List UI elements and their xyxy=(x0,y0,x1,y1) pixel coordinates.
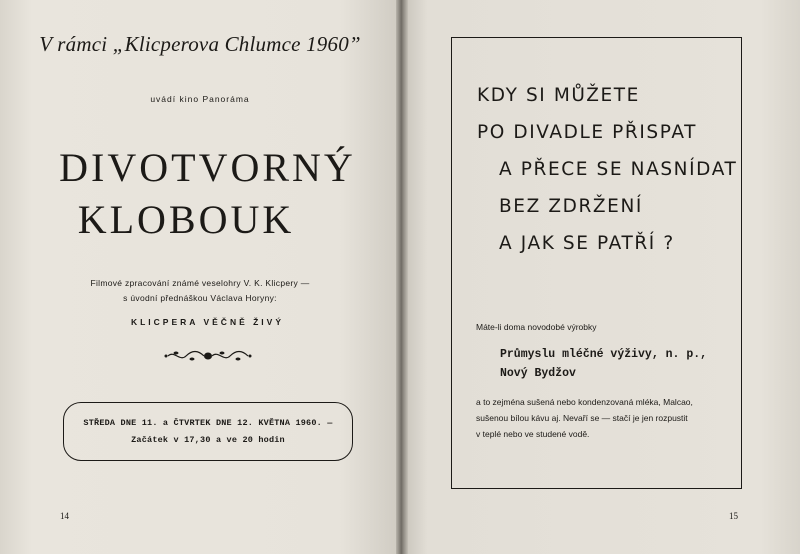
schedule-box xyxy=(63,402,353,461)
company-name: Průmyslu mléčné výživy, n. p., xyxy=(500,348,708,361)
floral-ornament-icon xyxy=(164,349,252,363)
film-title-line-1: DIVOTVORNÝ xyxy=(59,145,356,190)
ad-question-line: KDY SI MŮŽETE xyxy=(477,85,640,106)
description-line-1: Filmové zpracování známé veselohry V. K. Klicpery — xyxy=(90,278,310,288)
page-number-right: 15 xyxy=(729,511,738,521)
film-title-line-2: KLOBOUK xyxy=(77,197,295,242)
page-gutter xyxy=(396,0,408,554)
presenter-text: uvádí kino Panoráma xyxy=(150,94,250,104)
ad-question-line: A JAK SE PATŘÍ ? xyxy=(499,233,675,254)
ad-body-line: sušenou bílou kávu aj. Nevaří se — stačí je jen rozpustit xyxy=(476,413,688,423)
company-location: Nový Bydžov xyxy=(500,367,576,380)
description-line-2: s úvodní přednáškou Václava Horyny: xyxy=(123,293,277,303)
schedule-times: Začátek v 17,30 a ve 20 hodin xyxy=(131,435,285,445)
ad-question-line: A PŘECE SE NASNÍDAT xyxy=(499,159,738,180)
ad-intro-text: Máte-li doma novodobé výrobky xyxy=(476,322,597,332)
lecture-subtitle: KLICPERA VĚČNĚ ŽIVÝ xyxy=(130,317,285,327)
ad-body-line: v teplé nebo ve studené vodě. xyxy=(476,429,590,439)
schedule-dates: STŘEDA DNE 11. a ČTVRTEK DNE 12. KVĚTNA 1960. — xyxy=(83,418,333,428)
page-number-left: 14 xyxy=(60,511,69,521)
festival-heading: V rámci „Klicperova Chlumce 1960” xyxy=(39,32,361,56)
ad-body-line: a to zejména sušená nebo kondenzovaná mléka, Malcao, xyxy=(476,397,693,407)
ad-question-line: BEZ ZDRŽENÍ xyxy=(499,196,643,217)
ad-question-line: PO DIVADLE PŘISPAT xyxy=(477,122,698,143)
